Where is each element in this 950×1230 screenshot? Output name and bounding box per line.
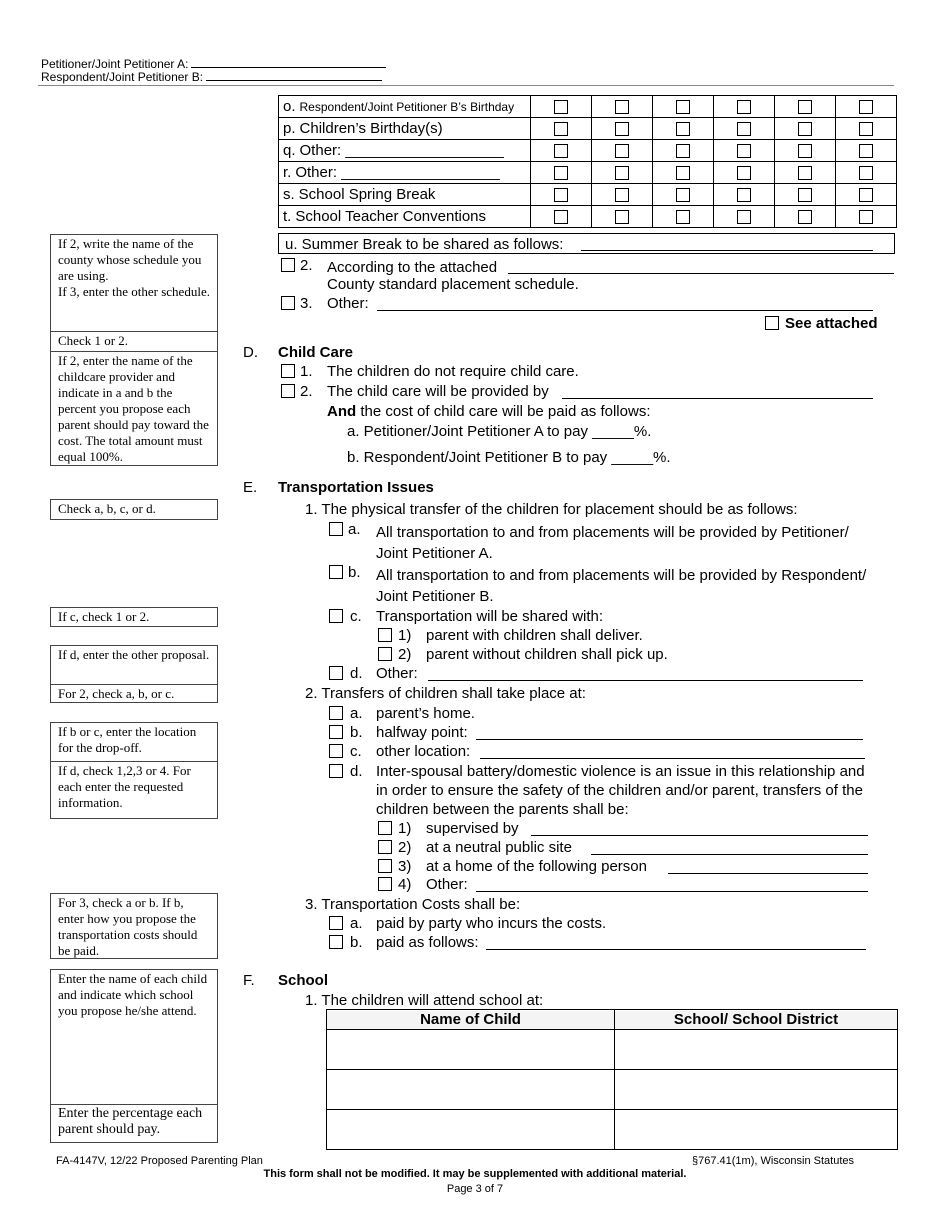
schedule-row-letter: q. (283, 142, 296, 159)
schedule-cell (836, 184, 897, 206)
instruction-other-schedule: If 3, enter the other schedule. (58, 284, 210, 299)
schedule-row-letter: t. (283, 208, 292, 225)
transport-q2: 2. Transfers of children shall take place at: (305, 685, 586, 702)
transport-d-label: d. (350, 665, 363, 682)
schedule-checkbox[interactable] (737, 166, 751, 180)
schedule-checkbox[interactable] (554, 210, 568, 224)
schedule-row-text: Other: ___________________ (299, 142, 504, 159)
transport-q1: 1. The physical transfer of the children for placement should be as follows: (305, 501, 798, 518)
school-row (327, 1070, 898, 1110)
transport-a-label: a. (348, 521, 361, 538)
schedule-row-text: Children’s Birthday(s) (299, 120, 443, 137)
schedule-cell (714, 96, 775, 118)
schedule-checkbox[interactable] (554, 188, 568, 202)
schedule-cell (653, 206, 714, 228)
instruction-check-1-or-2: Check 1 or 2. (51, 331, 217, 351)
transport-q3: 3. Transportation Costs shall be: (305, 896, 521, 913)
transport-d-text: Other: (376, 665, 418, 682)
childcare-cost-text: the cost of child care will be paid as follows: (356, 403, 651, 420)
supervised-text: supervised by (426, 820, 519, 837)
schedule-row-text: Other: ___________________ (295, 164, 500, 181)
costs-b-checkbox[interactable] (329, 935, 343, 949)
petitioner-line[interactable] (191, 56, 386, 68)
schedule-cell (653, 140, 714, 162)
supervised-other-line[interactable] (476, 891, 868, 892)
schedule-checkbox[interactable] (859, 188, 873, 202)
petitioner-label: Petitioner/Joint Petitioner A: (41, 57, 189, 71)
schedule-row (279, 118, 897, 140)
school-row (327, 1110, 898, 1150)
transport-b-text1: All transportation to and from placements will be provided by Respondent/ (376, 567, 867, 584)
schedule-cell (592, 96, 653, 118)
schedule-checkbox[interactable] (859, 122, 873, 136)
transport-c2-label: 2) (398, 646, 412, 663)
schedule-cell (775, 140, 836, 162)
transport-a-text1: All transportation to and from placements will be provided by Petitioner/ (376, 524, 849, 541)
instruction-if-c: If c, check 1 or 2. (58, 609, 150, 624)
footer-notice: This form shall not be modified. It may be supplemented with additional material. (263, 1168, 687, 1180)
see-attached-label: See attached (785, 315, 878, 332)
schedule-row-label (279, 162, 531, 184)
schedule-checkbox[interactable] (554, 144, 568, 158)
instructions-box-1 (50, 234, 218, 466)
transfer-c-text: other location: (376, 743, 471, 760)
neutral-site-checkbox[interactable] (378, 840, 392, 854)
schedule-checkbox[interactable] (676, 210, 690, 224)
transfer-c-label: c. (350, 743, 362, 760)
transport-d-checkbox[interactable] (329, 666, 343, 680)
schedule-cell (592, 118, 653, 140)
schedule-row (279, 96, 897, 118)
schedule-checkbox[interactable] (554, 166, 568, 180)
home-person-checkbox[interactable] (378, 859, 392, 873)
schedule-checkbox[interactable] (859, 144, 873, 158)
instruction-childcare: If 2, enter the name of the childcare provider and indicate in a and b the percent you propose each parent should pay toward the cost. The total amount must equal 100%. (51, 351, 217, 467)
header-divider (38, 85, 894, 86)
schedule-cell (653, 118, 714, 140)
home-person-line[interactable] (668, 873, 868, 874)
schedule-checkbox[interactable] (554, 122, 568, 136)
summer-break-row (278, 233, 895, 254)
schedule-cell (592, 206, 653, 228)
schedule-checkbox[interactable] (554, 100, 568, 114)
school-col-district: School/ School District (615, 1010, 898, 1030)
childcare-option-1-checkbox[interactable] (281, 364, 295, 378)
instruction-drop-off: If b or c, enter the location for the drop-off. (58, 724, 197, 755)
schedule-cell (836, 206, 897, 228)
footer-page-number: Page 3 of 7 (446, 1183, 504, 1195)
childcare-b-percent: b. Respondent/Joint Petitioner B to pay _____%. (347, 449, 671, 466)
transport-b-text2: Joint Petitioner B. (376, 588, 494, 605)
transfer-b-checkbox[interactable] (329, 725, 343, 739)
transfer-d-text2: in order to ensure the safety of the children and/or parent, transfers of the (376, 782, 863, 799)
schedule-checkbox[interactable] (798, 166, 812, 180)
schedule-cell (836, 140, 897, 162)
schedule-cell (531, 118, 592, 140)
respondent-field (41, 69, 382, 84)
school-row (327, 1030, 898, 1070)
childcare-and: And (327, 403, 357, 420)
schedule-cell (531, 96, 592, 118)
schedule-row-letter: r. (283, 164, 292, 181)
schedule-checkbox[interactable] (737, 100, 751, 114)
transfer-a-text: parent’s home. (376, 705, 475, 722)
transport-c1-text: parent with children shall deliver. (426, 627, 643, 644)
schedule-cell (531, 140, 592, 162)
childcare-option-2-text: The child care will be provided by (327, 383, 549, 400)
schedule-row-text: Respondent/Joint Petitioner B’s Birthday (299, 100, 515, 114)
schedule-checkbox[interactable] (676, 100, 690, 114)
schedule-row (279, 206, 897, 228)
schedule-row-label (279, 140, 531, 162)
transfer-d-label: d. (350, 763, 363, 780)
transfer-b-text: halfway point: (376, 724, 468, 741)
schedule-cell (592, 140, 653, 162)
costs-a-checkbox[interactable] (329, 916, 343, 930)
schedule-checkbox[interactable] (798, 144, 812, 158)
schedule-checkbox[interactable] (676, 166, 690, 180)
schedule-checkbox[interactable] (676, 144, 690, 158)
section-e-letter: E. (243, 479, 258, 496)
schedule-row-label (279, 206, 531, 228)
instructions-box-3 (50, 607, 218, 627)
schedule-checkbox[interactable] (859, 166, 873, 180)
schedule-row-text: School Teacher Conventions (295, 208, 487, 225)
schedule-cell (592, 162, 653, 184)
schedule-cell (531, 206, 592, 228)
school-district-cell[interactable] (615, 1070, 898, 1110)
transfer-halfway-line[interactable] (476, 739, 863, 740)
schedule-cell (836, 118, 897, 140)
childcare-option-2-checkbox[interactable] (281, 384, 295, 398)
neutral-site-text: at a neutral public site (426, 839, 572, 856)
schedule-checkbox[interactable] (676, 122, 690, 136)
schedule-checkbox[interactable] (737, 122, 751, 136)
schedule-cell (836, 162, 897, 184)
schedule-cell (653, 96, 714, 118)
section-d-letter: D. (243, 344, 258, 361)
section-f-title: School (278, 972, 329, 989)
schedule-checkbox[interactable] (615, 144, 629, 158)
child-name-cell[interactable] (327, 1070, 615, 1110)
transfer-d-checkbox[interactable] (329, 764, 343, 778)
schedule-row-letter: s. (283, 186, 295, 203)
instructions-box-4 (50, 645, 218, 703)
transport-d-other-line[interactable] (428, 680, 863, 681)
footer-statute: §767.41(1m), Wisconsin Statutes (692, 1155, 855, 1167)
schedule-row-letter: o. (283, 98, 296, 115)
schedule-row (279, 162, 897, 184)
transfer-b-label: b. (350, 724, 363, 741)
transport-c-checkbox[interactable] (329, 609, 343, 623)
footer-form-id: FA-4147V, 12/22 Proposed Parenting Plan (56, 1155, 263, 1167)
schedule-checkbox[interactable] (859, 210, 873, 224)
respondent-line[interactable] (206, 69, 382, 81)
see-attached-checkbox[interactable] (765, 316, 779, 330)
costs-b-line[interactable] (486, 949, 866, 950)
instruction-school: Enter the name of each child and indicate which school you propose he/she attend. (58, 971, 208, 1018)
schedule-cell (714, 162, 775, 184)
home-person-label: 3) (398, 858, 412, 875)
home-person-text: at a home of the following person (426, 858, 647, 875)
schedule-cell (531, 184, 592, 206)
placement-option-2-checkbox[interactable] (281, 258, 295, 272)
schedule-checkbox[interactable] (737, 144, 751, 158)
childcare-option-1-text: The children do not require child care. (327, 363, 579, 380)
summer-break-label: u. Summer Break to be shared as follows: (285, 236, 564, 253)
supervised-label: 1) (398, 820, 412, 837)
costs-a-label: a. (350, 915, 363, 932)
transport-a-checkbox[interactable] (329, 522, 343, 536)
schedule-row-label (279, 184, 531, 206)
schedule-checkbox[interactable] (615, 210, 629, 224)
transport-c1-label: 1) (398, 627, 412, 644)
schedule-cell (714, 140, 775, 162)
section-f-letter: F. (243, 972, 255, 989)
school-q1: 1. The children will attend school at: (305, 992, 544, 1009)
transport-a-text2: Joint Petitioner A. (376, 545, 493, 562)
schedule-cell (775, 118, 836, 140)
schedule-cell (531, 162, 592, 184)
instruction-for-2: For 2, check a, b, or c. (51, 684, 217, 704)
schedule-row (279, 140, 897, 162)
school-district-cell[interactable] (615, 1110, 898, 1150)
childcare-option-1-number: 1. (300, 363, 313, 380)
instructions-box-7 (50, 969, 218, 1143)
schedule-cell (592, 184, 653, 206)
neutral-site-label: 2) (398, 839, 412, 856)
supervised-other-label: 4) (398, 876, 412, 893)
respondent-label: Respondent/Joint Petitioner B: (41, 70, 204, 84)
supervised-other-checkbox[interactable] (378, 877, 392, 891)
transport-c2-checkbox[interactable] (378, 647, 392, 661)
child-name-cell[interactable] (327, 1030, 615, 1070)
placement-option-2-text: According to the attached (327, 259, 498, 276)
instruction-check-abcd: Check a, b, c, or d. (58, 501, 156, 516)
child-name-cell[interactable] (327, 1110, 615, 1150)
schedule-row-text: School Spring Break (298, 186, 436, 203)
schedule-checkbox[interactable] (615, 100, 629, 114)
placement-option-3-checkbox[interactable] (281, 296, 295, 310)
transport-b-label: b. (348, 564, 361, 581)
childcare-provider-line[interactable] (562, 398, 873, 399)
transport-c1-checkbox[interactable] (378, 628, 392, 642)
schedule-checkbox[interactable] (737, 188, 751, 202)
schedule-checkbox[interactable] (615, 122, 629, 136)
schedule-cell (653, 162, 714, 184)
schedule-checkbox[interactable] (615, 188, 629, 202)
schedule-checkbox[interactable] (798, 100, 812, 114)
schedule-cell (775, 206, 836, 228)
holiday-schedule-table (278, 95, 897, 228)
transfer-d-text3: children between the parents shall be: (376, 801, 629, 818)
supervised-checkbox[interactable] (378, 821, 392, 835)
section-e-title: Transportation Issues (278, 479, 434, 496)
instruction-county-schedule: If 2, write the name of the county whose schedule you are using. (58, 236, 202, 283)
schedule-checkbox[interactable] (798, 188, 812, 202)
schedule-checkbox[interactable] (859, 100, 873, 114)
schedule-cell (714, 118, 775, 140)
summer-break-line[interactable] (581, 250, 873, 251)
transport-c-text: Transportation will be shared with: (376, 608, 604, 625)
section-d-title: Child Care (278, 344, 354, 361)
placement-option-2-text-line2: County standard placement schedule. (327, 276, 579, 293)
transfer-c-checkbox[interactable] (329, 744, 343, 758)
costs-b-text: paid as follows: (376, 934, 479, 951)
schedule-cell (775, 162, 836, 184)
placement-option-2-number: 2. (300, 257, 313, 274)
instruction-percentage: Enter the percentage each parent should pay. (51, 1104, 217, 1140)
childcare-a-percent: a. Petitioner/Joint Petitioner A to pay _____%. (347, 423, 652, 440)
schedule-cell (775, 184, 836, 206)
childcare-option-2-number: 2. (300, 383, 313, 400)
school-col-name: Name of Child (327, 1010, 615, 1030)
instruction-if-d: If d, enter the other proposal. (58, 647, 210, 662)
supervised-line[interactable] (531, 835, 868, 836)
placement-county-line[interactable] (508, 273, 894, 274)
schedule-checkbox[interactable] (737, 210, 751, 224)
schedule-row (279, 184, 897, 206)
school-district-cell[interactable] (615, 1030, 898, 1070)
schedule-cell (775, 96, 836, 118)
instruction-supervised: If d, check 1,2,3 or 4. For each enter the requested information. (51, 761, 217, 813)
schedule-checkbox[interactable] (615, 166, 629, 180)
costs-a-text: paid by party who incurs the costs. (376, 915, 607, 932)
transfer-a-label: a. (350, 705, 363, 722)
transport-c2-text: parent without children shall pick up. (426, 646, 668, 663)
transfer-d-text1: Inter-spousal battery/domestic violence is an issue in this relationship and (376, 763, 865, 780)
schedule-checkbox[interactable] (676, 188, 690, 202)
schedule-cell (836, 96, 897, 118)
schedule-cell (714, 206, 775, 228)
school-table (326, 1009, 898, 1150)
schedule-row-letter: p. (283, 120, 296, 137)
instruction-transport-costs: For 3, check a or b. If b, enter how you propose the transportation costs should be paid. (58, 895, 198, 958)
schedule-checkbox[interactable] (798, 210, 812, 224)
placement-other-line[interactable] (377, 310, 873, 311)
placement-option-3-text: Other: (327, 295, 369, 312)
schedule-row-label (279, 96, 531, 118)
instructions-box-6 (50, 893, 218, 959)
instructions-box-5 (50, 722, 218, 819)
transfer-location-line[interactable] (480, 758, 865, 759)
transport-b-checkbox[interactable] (329, 565, 343, 579)
schedule-cell (653, 184, 714, 206)
transport-c-label: c. (350, 608, 362, 625)
transfer-a-checkbox[interactable] (329, 706, 343, 720)
neutral-site-line[interactable] (591, 854, 868, 855)
supervised-other-text: Other: (426, 876, 468, 893)
placement-option-3-number: 3. (300, 295, 313, 312)
costs-b-label: b. (350, 934, 363, 951)
instructions-box-2 (50, 499, 218, 520)
schedule-cell (714, 184, 775, 206)
schedule-row-label (279, 118, 531, 140)
schedule-checkbox[interactable] (798, 122, 812, 136)
